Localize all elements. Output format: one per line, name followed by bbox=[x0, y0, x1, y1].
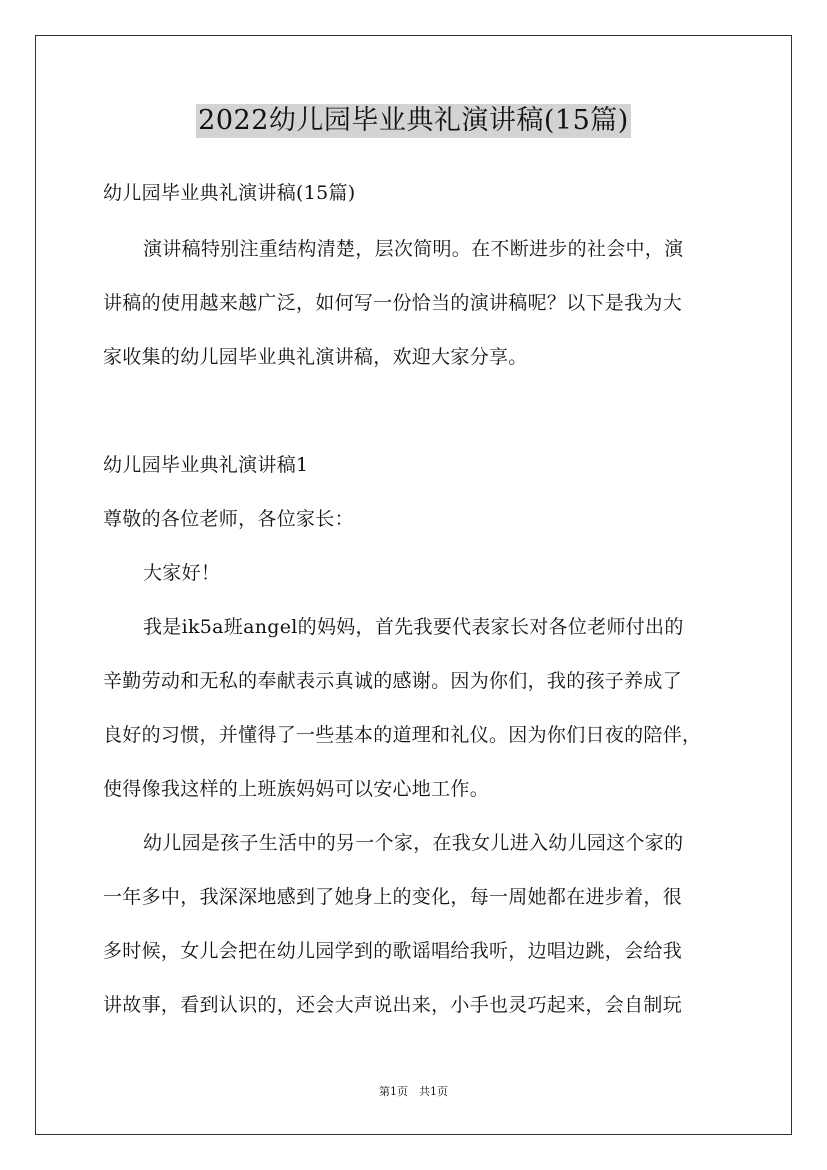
paragraph-line: 一年多中，我深深地感到了她身上的变化，每一周她都在进步着，很 bbox=[103, 886, 683, 908]
document-title: 2022幼儿园毕业典礼演讲稿(15篇) bbox=[198, 105, 629, 136]
paragraph-line: 讲稿的使用越来越广泛，如何写一份恰当的演讲稿呢？以下是我为大 bbox=[103, 292, 683, 314]
paragraph-line: 使得像我这样的上班族妈妈可以安心地工作。 bbox=[103, 778, 490, 800]
page-number: 第1页 共1页 bbox=[379, 1085, 448, 1098]
paragraph-line: 演讲稿特别注重结构清楚，层次简明。在不断进步的社会中，演 bbox=[143, 238, 684, 260]
paragraph-line: 我是ik5a班angel的妈妈，首先我要代表家长对各位老师付出的 bbox=[143, 616, 684, 638]
paragraph-line: 多时候，女儿会把在幼儿园学到的歌谣唱给我听，边唱边跳，会给我 bbox=[103, 940, 683, 962]
greeting-line: 大家好！ bbox=[143, 562, 221, 584]
paragraph-line: 辛勤劳动和无私的奉献表示真诚的感谢。因为你们，我的孩子养成了 bbox=[103, 670, 683, 692]
paragraph-line: 幼儿园是孩子生活中的另一个家，在我女儿进入幼儿园这个家的 bbox=[143, 832, 684, 854]
section-heading: 幼儿园毕业典礼演讲稿1 bbox=[103, 454, 309, 476]
title-container bbox=[0, 104, 827, 138]
paragraph-line: 良好的习惯，并懂得了一些基本的道理和礼仪。因为你们日夜的陪伴， bbox=[103, 724, 702, 746]
paragraph-line: 讲故事，看到认识的，还会大声说出来，小手也灵巧起来，会自制玩 bbox=[103, 994, 683, 1016]
salutation-line: 尊敬的各位老师，各位家长： bbox=[103, 508, 354, 530]
subtitle-line: 幼儿园毕业典礼演讲稿(15篇) bbox=[103, 182, 356, 204]
paragraph-line: 家收集的幼儿园毕业典礼演讲稿，欢迎大家分享。 bbox=[103, 346, 528, 368]
